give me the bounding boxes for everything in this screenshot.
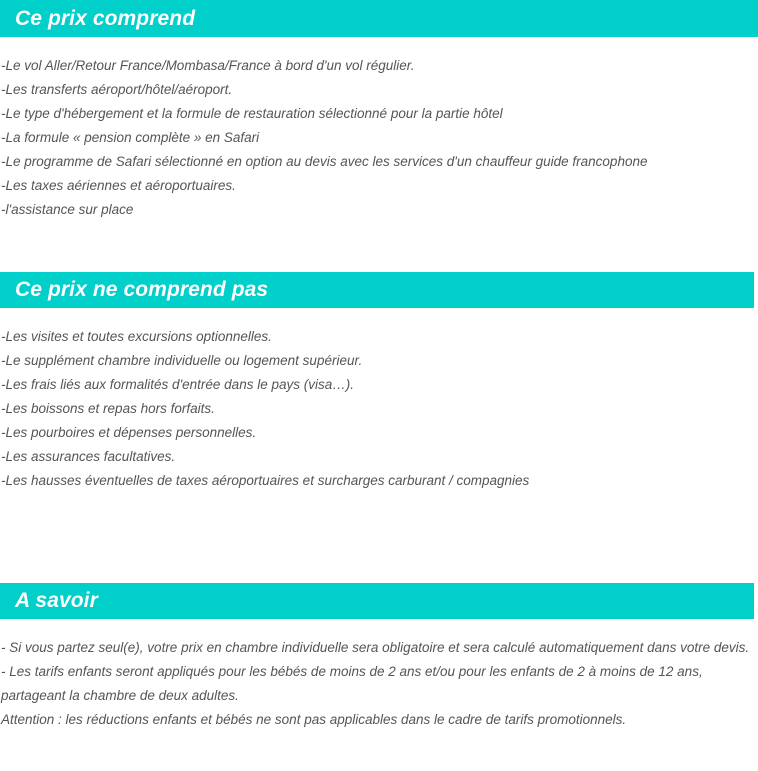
list-item: -Les assurances facultatives.: [1, 449, 176, 464]
list-item: -l'assistance sur place: [1, 202, 134, 217]
section-header-included: [0, 0, 758, 37]
paragraph: - Si vous partez seul(e), votre prix en chambre individuelle sera obligatoire et sera calculé automatiquement dans votre devis.: [1, 640, 750, 655]
list-item: -Les hausses éventuelles de taxes aéroportuaires et surcharges carburant / compagnies: [1, 473, 530, 488]
list-item: -Les visites et toutes excursions optionnelles.: [1, 329, 272, 344]
list-item: -Les taxes aériennes et aéroportuaires.: [1, 178, 236, 193]
list-item: -Les pourboires et dépenses personnelles.: [1, 425, 257, 440]
list-item: -Le programme de Safari sélectionné en option au devis avec les services d'un chauffeur guide francophone: [1, 154, 648, 169]
section-header-good-to-know: [0, 583, 754, 619]
section-body-not-included: [0, 325, 758, 493]
section-title-good-to-know: A savoir: [15, 589, 98, 612]
paragraph: Attention : les réductions enfants et bébés ne sont pas applicables dans le cadre de tarifs promotionnels.: [1, 712, 627, 727]
section-title-included: Ce prix comprend: [15, 6, 196, 30]
list-item: -Le supplément chambre individuelle ou logement supérieur.: [1, 353, 363, 368]
list-item: -Le vol Aller/Retour France/Mombasa/France à bord d'un vol régulier.: [1, 58, 415, 73]
paragraph: - Les tarifs enfants seront appliqués pour les bébés de moins de 2 ans et/ou pour les enfants de 2 à moins de 12 ans, partageant la chambre de deux adultes.: [1, 664, 703, 703]
list-item: -Le type d'hébergement et la formule de restauration sélectionné pour la partie hôtel: [1, 106, 503, 121]
list-item: -Les transferts aéroport/hôtel/aéroport.: [1, 82, 233, 97]
list-item: -Les frais liés aux formalités d'entrée dans le pays (visa…).: [1, 377, 354, 392]
section-title-not-included: Ce prix ne comprend pas: [15, 278, 269, 301]
section-body-included: [0, 54, 758, 222]
list-item: -La formule « pension complète » en Safari: [1, 130, 260, 145]
section-header-not-included: [0, 272, 754, 308]
section-body-good-to-know: [0, 636, 752, 732]
list-item: -Les boissons et repas hors forfaits.: [1, 401, 215, 416]
